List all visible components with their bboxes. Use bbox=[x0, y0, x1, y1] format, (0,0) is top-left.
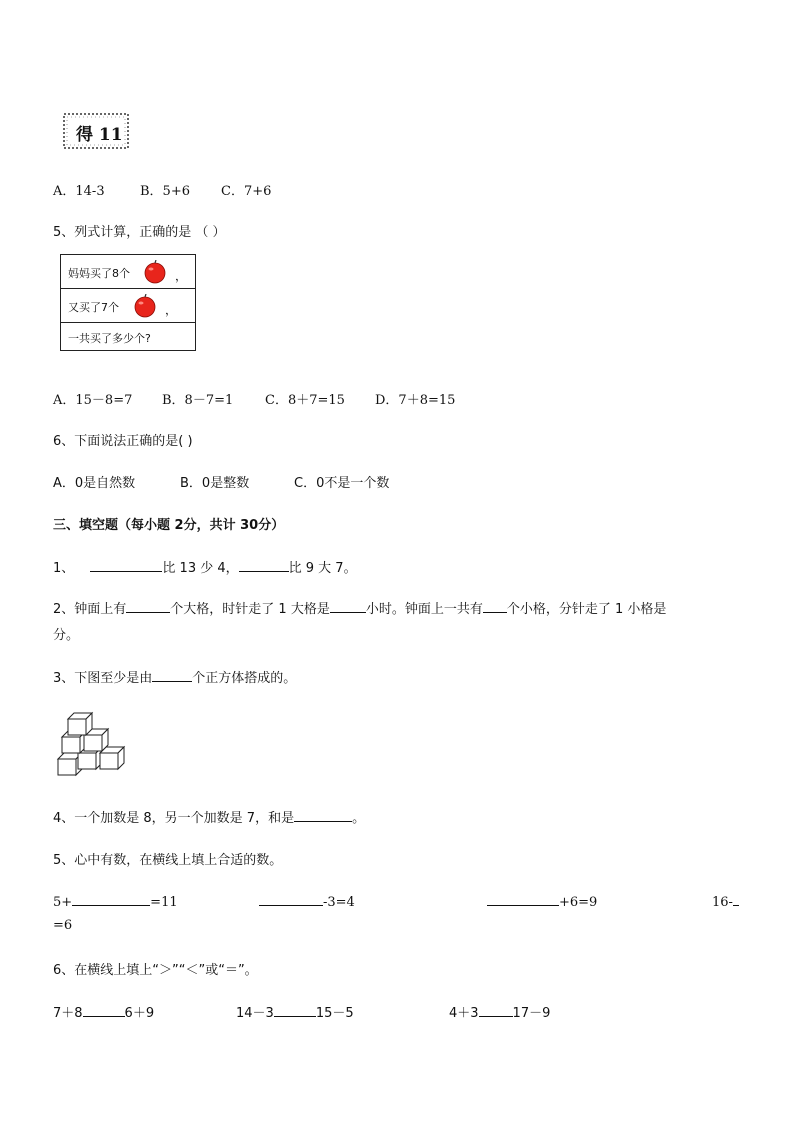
q5-comma: ， bbox=[175, 269, 188, 283]
fill-q2-text: 个大格，时针走了 1 大格是 bbox=[170, 602, 330, 617]
q4-option-c: C．7+6 bbox=[221, 184, 272, 199]
fill-q5-eq3 bbox=[487, 892, 597, 910]
compare-2 bbox=[236, 1002, 354, 1021]
q5-table-row bbox=[61, 255, 195, 289]
answer-blank[interactable] bbox=[479, 1003, 513, 1017]
answer-blank[interactable] bbox=[126, 599, 170, 613]
fill-q4-text: 4、一个加数是 8，另一个加数是 7，和是 bbox=[53, 811, 295, 826]
fill-q5-eq4-end: =6 bbox=[53, 918, 73, 933]
fill-q1 bbox=[53, 557, 357, 576]
q5-table-row bbox=[61, 323, 195, 351]
q5-row-text: 一共买了多少个? bbox=[68, 332, 151, 345]
q5-table bbox=[60, 254, 196, 351]
compare-text: 4＋3 bbox=[449, 1006, 479, 1021]
q5-table-row bbox=[61, 289, 195, 323]
fill-q1-mid: 比 13 少 4， bbox=[162, 561, 239, 576]
q4-option-a: A．14-3 bbox=[53, 184, 105, 199]
answer-blank[interactable] bbox=[294, 808, 352, 822]
compare-3 bbox=[449, 1002, 550, 1021]
fill-q5-eq1 bbox=[53, 892, 178, 910]
q5-row-text: 妈妈买了8个 bbox=[68, 267, 130, 280]
fill-q2 bbox=[53, 598, 666, 617]
q5-option-d: D．7＋8=15 bbox=[375, 393, 456, 408]
compare-text: 6＋9 bbox=[124, 1006, 155, 1021]
fill-q2-text: 2、钟面上有 bbox=[53, 602, 127, 617]
eq-text: 5+ bbox=[53, 895, 73, 910]
answer-blank[interactable] bbox=[483, 599, 507, 613]
q4-option-b: B．5+6 bbox=[140, 184, 190, 199]
answer-blank[interactable] bbox=[487, 892, 559, 906]
fill-q4-text: 。 bbox=[352, 811, 366, 826]
q6-option-b: B．0是整数 bbox=[180, 476, 250, 491]
q6-option-c: C．0不是一个数 bbox=[294, 476, 390, 491]
q6-option-a: A．0是自然数 bbox=[53, 476, 136, 491]
answer-blank[interactable] bbox=[72, 892, 150, 906]
fill-q5-eq4 bbox=[712, 892, 739, 910]
compare-text: 15－5 bbox=[315, 1006, 354, 1021]
eq-text: -3=4 bbox=[323, 895, 355, 910]
fill-q5-question: 5、心中有数，在横线上填上合适的数。 bbox=[53, 853, 283, 868]
cubes-figure bbox=[56, 711, 128, 777]
q5-option-a: A．15－8=7 bbox=[53, 393, 133, 408]
fill-q6-question: 6、在横线上填上“＞”“＜”或“＝”。 bbox=[53, 963, 258, 978]
eq-text: +6=9 bbox=[559, 895, 598, 910]
answer-blank[interactable] bbox=[274, 1003, 316, 1017]
apple-icon bbox=[133, 294, 157, 318]
fill-q3 bbox=[53, 667, 296, 686]
fill-q1-prefix: 1、 bbox=[53, 561, 75, 576]
eq-text: =11 bbox=[150, 895, 178, 910]
answer-blank[interactable] bbox=[239, 558, 289, 572]
fill-q1-end: 比 9 大 7。 bbox=[288, 561, 357, 576]
fill-q4 bbox=[53, 807, 365, 826]
q6-question: 6、下面说法正确的是( ) bbox=[53, 434, 193, 449]
fill-q2-text: 个小格，分针走了 1 小格是 bbox=[506, 602, 667, 617]
answer-blank[interactable] bbox=[733, 892, 739, 906]
compare-1 bbox=[53, 1002, 154, 1021]
fill-q3-text: 3、下图至少是由 bbox=[53, 671, 153, 686]
fill-q2-line2: 分。 bbox=[53, 628, 80, 643]
eq-text: 16- bbox=[712, 895, 733, 910]
fill-q2-text: 小时。钟面上一共有 bbox=[365, 602, 483, 617]
fill-q5-eq2 bbox=[259, 892, 355, 910]
answer-blank[interactable] bbox=[259, 892, 323, 906]
score-box bbox=[62, 112, 130, 150]
fill-q3-text: 个正方体搭成的。 bbox=[192, 671, 297, 686]
answer-blank[interactable] bbox=[90, 558, 162, 572]
score-label: 得 11 bbox=[76, 125, 123, 145]
q5-option-c: C．8＋7=15 bbox=[265, 393, 345, 408]
answer-blank[interactable] bbox=[83, 1003, 125, 1017]
q5-option-b: B．8－7=1 bbox=[162, 393, 234, 408]
apple-icon bbox=[143, 260, 167, 284]
q5-comma: ， bbox=[165, 303, 178, 317]
q5-row-text: 又买了7个 bbox=[68, 301, 119, 314]
answer-blank[interactable] bbox=[330, 599, 366, 613]
q5-question: 5、列式计算，正确的是 （ ） bbox=[53, 225, 226, 240]
compare-text: 14－3 bbox=[236, 1006, 274, 1021]
compare-text: 17－9 bbox=[512, 1006, 551, 1021]
section-title: 三、填空题（每小题 2分，共计 30分） bbox=[53, 518, 285, 533]
answer-blank[interactable] bbox=[152, 668, 192, 682]
compare-text: 7＋8 bbox=[53, 1006, 83, 1021]
